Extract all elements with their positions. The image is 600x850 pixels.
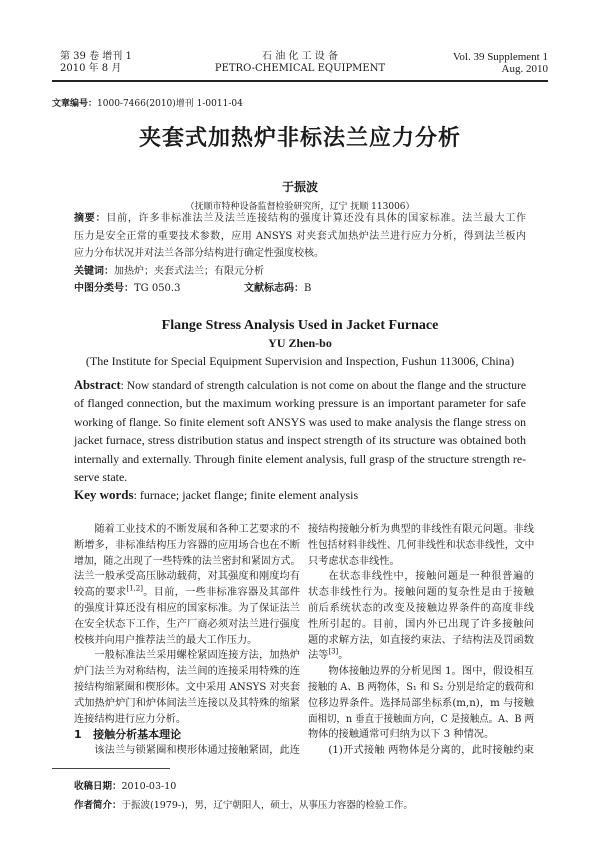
affiliation-cn: （抚顺市特种设备监督检验研究所，辽宁 抚顺 113006） xyxy=(185,202,415,212)
affiliation-en: (The Institute for Special Equipment Supervision and Inspection, Fushun 113006, China) xyxy=(85,354,515,368)
citation[interactable]: [3] xyxy=(328,647,339,656)
body-column-left: 随着工业技术的不断发展和各种工艺要求的不 断增多，非标准结构压力容器的应用场合也在不断 增加，随之出现了一些特殊的法兰密封和紧固方式。 法兰一般承受高压脉动载荷，对其强度和刚度均有 较高的要求[1,2]。目前，一些非标准容器及其部件 的强度计算还没有相应的国家标准。为了保证法兰 在安全状态下工作，生产厂商必须对法兰进行强度 校核并向用户推荐法兰的最大工作压力。 一般标准法兰采用螺栓紧固连接方法，加热炉 炉门法兰为对称结构，法兰间的连接采用特殊的连 接结构缩紧圈和楔形体。文中采用 ANSYS 对夹套 式加热炉炉门和炉体间法兰连接以及其特殊的缩紧 连接结构进行应力分析。 1 接触分析基本理论 该法兰与锁紧圈和楔形体通过接触紧固，此连 xyxy=(74,524,301,757)
author-cn: 于振波 xyxy=(281,180,318,194)
paper-title-cn: 夹套式加热炉非标法兰应力分析 xyxy=(138,126,461,151)
article-number: 文章编号：1000-7466(2010)增刊 1-0011-04 xyxy=(52,99,243,109)
keywords-en: Key words: furnace; jacket flange; finite element analysis xyxy=(74,487,359,503)
keywords-cn: 关键词：加热炉；夹套式法兰；有限元分析 xyxy=(74,265,264,277)
abstract-cn: 摘要：目前，许多非标准法兰及法兰连接结构的强度计算还没有具体的国家标准。法兰最大工作 压力是安全正常的重要技术参数，应用 ANSYS 对夹套式加热炉法兰进行应力分析，得到法兰板内 应力分布状况并对法兰各部分结构进行确定性强度校核。 关键词：加热炉；夹套式法兰；有限元分析 中图分类号：TG 050.3 文献标志码：B xyxy=(74,210,526,298)
journal-name: 石 油 化 工 设 备 PETRO-CHEMICAL EQUIPMENT xyxy=(214,51,386,74)
journal-volume-en: Vol. 39 Supplement 1 Aug. 2010 xyxy=(452,51,548,75)
footnote-author-bio: 作者简介：于振波(1979-)，男，辽宁朝阳人，硕士，从事压力容器的检验工作。 xyxy=(74,800,413,811)
header-rule xyxy=(52,80,548,82)
body-column-right: 接结构接触分析为典型的非线性有限元问题。非线 性包括材料非线性、几何非线性和状态非线性，文中 只考虑状态非线性。 在状态非线性中，接触问题是一种很普遍的 状态非线性行为。接触问题的复杂性是由于接触 前后系统状态的改变及接触边界条件的高度非线 性所引起的。目前，国内外已出现了许多接触问 题的求解方法，如直接约束法、子结构法及罚函数 法等[3]。 物体接触边界的分析见图 1。图中，假设相互 接触的 A、B 两物体，S₁ 和 S₂ 分别是给定的载荷和 位移边界条件。选择局部坐标系(m,n)，m 与接触 面相切，n 垂直于接触面方向，C 是接触点。A、B 两 物体的接触通常可归纳为以下 3 种情况。 (1)开式接触 两物体是分离的，此时接触约束 xyxy=(308,524,535,757)
section-heading: 1 接触分析基本理论 xyxy=(74,728,182,742)
classification: 中图分类号：TG 050.3 文献标志码：B xyxy=(74,283,312,294)
footnote-rule xyxy=(52,768,170,769)
journal-volume-info: 第 39 卷 增刊 1 2010 年 8 月 xyxy=(60,51,132,74)
citation[interactable]: [1,2] xyxy=(126,584,143,593)
paper-title-en: Flange Stress Analysis Used in Jacket Furnace xyxy=(161,318,439,333)
footnote-received: 收稿日期：2010-03-10 xyxy=(74,781,177,792)
abstract-en: Abstract: Now standard of strength calculation is not come on about the flange and the structure of flanged connection, but the maximum working pressure is an important parameter for safe working of flange. So finite element soft ANSYS was used to make analysis the flange stress on jacket furnace, stress distribution status and inspect strength of its structure was obtained both internally and externally. Through finite element analysis, full grasp of the structure strength re- serve state. Key words: furnace; jacket flange; finite element analysis xyxy=(74,376,526,505)
author-en: YU Zhen-bo xyxy=(268,336,332,350)
